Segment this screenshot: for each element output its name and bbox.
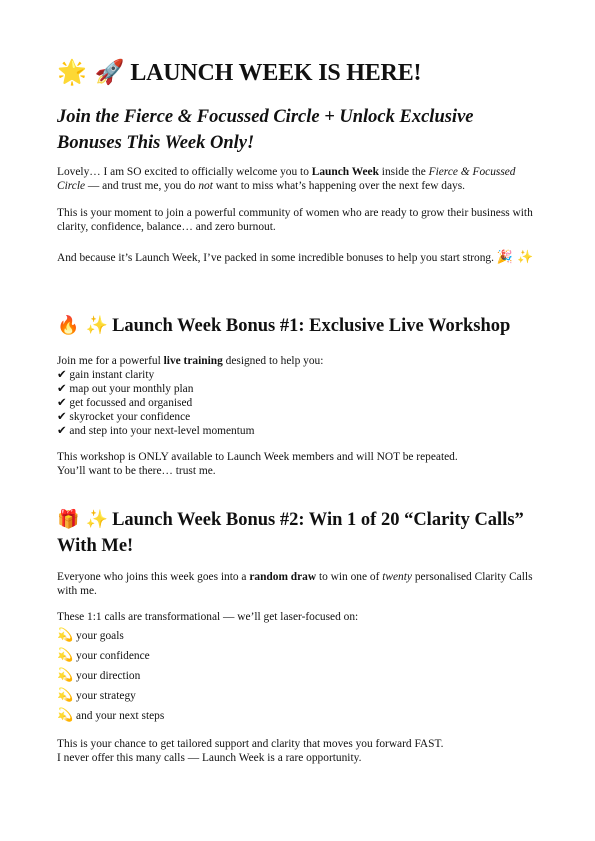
star-rocket-icon: 🌟 🚀 — [57, 58, 125, 86]
list-item — [57, 626, 539, 646]
subtitle: Join the Fierce & Focussed Circle + Unlock Exclusive Bonuses This Week Only! — [57, 107, 474, 153]
dizzy-star-icon: 💫 — [57, 688, 74, 703]
list-item — [57, 410, 539, 424]
list-item — [57, 646, 539, 666]
gift-sparkles-icon: 🎁 ✨ — [57, 509, 109, 530]
list-item-text: map out your monthly plan — [69, 383, 194, 395]
list-item-text: and step into your next-level momentum — [69, 425, 255, 437]
list-item-text: your goals — [76, 630, 124, 642]
bonus2-text-b: to win one of — [316, 571, 383, 583]
list-item — [57, 396, 539, 410]
bonus1-live-training: live training — [163, 355, 223, 367]
list-item-text: your direction — [76, 670, 141, 682]
intro-text-b: inside the — [378, 166, 429, 178]
bonus1-lead — [57, 354, 539, 368]
intro-text-a: Lovely… I am SO excited to officially welcome you to — [57, 166, 312, 178]
bonus2-random-draw: random draw — [249, 571, 317, 583]
list-item-text: get focussed and organised — [69, 397, 193, 409]
bonus2-closing — [57, 737, 539, 765]
bonus1-lead-a: Join me for a powerful — [57, 355, 164, 367]
page-title — [57, 58, 421, 87]
dizzy-star-icon: 💫 — [57, 628, 74, 643]
check-icon: ✔ — [57, 397, 67, 409]
intro-bonuses-text: And because it’s Launch Week, I’ve packed in some incredible bonuses to help you start strong. — [57, 252, 494, 264]
dizzy-star-icon: 💫 — [57, 648, 74, 663]
list-item — [57, 706, 539, 726]
list-item — [57, 666, 539, 686]
intro-launch-week: Launch Week — [311, 166, 379, 178]
intro-circle-name: Fierce & Focussed Circle — [57, 166, 516, 192]
list-item — [57, 368, 539, 382]
list-item-text: gain instant clarity — [69, 369, 155, 381]
fire-sparkles-icon: 🔥 ✨ — [57, 315, 109, 336]
dizzy-star-icon: 💫 — [57, 668, 74, 683]
bonus2-heading — [57, 507, 542, 559]
list-item — [57, 424, 539, 438]
intro-text-c: — and trust me, you do — [85, 180, 199, 192]
bonus2-heading-text: Launch Week Bonus #2: Win 1 of 20 “Clarity Calls” With Me! — [57, 510, 524, 556]
bonus2-list — [57, 626, 539, 726]
bonus1-heading-text: Launch Week Bonus #1: Exclusive Live Workshop — [112, 316, 511, 336]
bonus2-text-c: personalised Clarity Calls with me. — [57, 571, 533, 597]
bonus1-note-1: This workshop is ONLY available to Launch Week members and will NOT be repeated. — [57, 451, 458, 463]
bonus1-lead-b: designed to help you: — [222, 355, 324, 367]
bonus2-text-a: Everyone who joins this week goes into a — [57, 571, 250, 583]
bonus1-note — [57, 450, 539, 478]
list-item-text: your confidence — [76, 650, 150, 662]
list-item-text: your strategy — [76, 690, 136, 702]
intro-paragraph-3 — [57, 249, 539, 267]
check-icon: ✔ — [57, 411, 67, 423]
check-icon: ✔ — [57, 425, 67, 437]
check-icon: ✔ — [57, 383, 67, 395]
bonus2-lead: These 1:1 calls are transformational — we’ll get laser-focused on: — [57, 611, 359, 623]
list-item-text: skyrocket your confidence — [69, 411, 191, 423]
bonus2-closing-2: I never offer this many calls — Launch Week is a rare opportunity. — [57, 752, 362, 764]
intro-paragraph-1 — [57, 165, 539, 193]
check-icon: ✔ — [57, 369, 67, 381]
intro-text-d: want to miss what’s happening over the next few days. — [212, 180, 466, 192]
bonus1-heading — [57, 313, 542, 339]
bonus1-note-2: You’ll want to be there… trust me. — [57, 465, 216, 477]
list-item — [57, 382, 539, 396]
intro-not: not — [198, 180, 213, 192]
bonus2-paragraph — [57, 570, 539, 598]
bonus1-list — [57, 368, 539, 438]
bonus2-twenty: twenty — [382, 571, 412, 583]
intro-paragraph-2: This is your moment to join a powerful community of women who are ready to grow their business with clarity, confidence, balance… and zero burnout. — [57, 207, 533, 233]
bonus2-closing-1: This is your chance to get tailored support and clarity that moves you forward FAST. — [57, 738, 444, 750]
page-title-text: LAUNCH WEEK IS HERE! — [130, 60, 422, 86]
party-sparkles-icon: 🎉 ✨ — [496, 250, 534, 265]
list-item — [57, 686, 539, 706]
list-item-text: and your next steps — [76, 710, 165, 722]
dizzy-star-icon: 💫 — [57, 708, 74, 723]
